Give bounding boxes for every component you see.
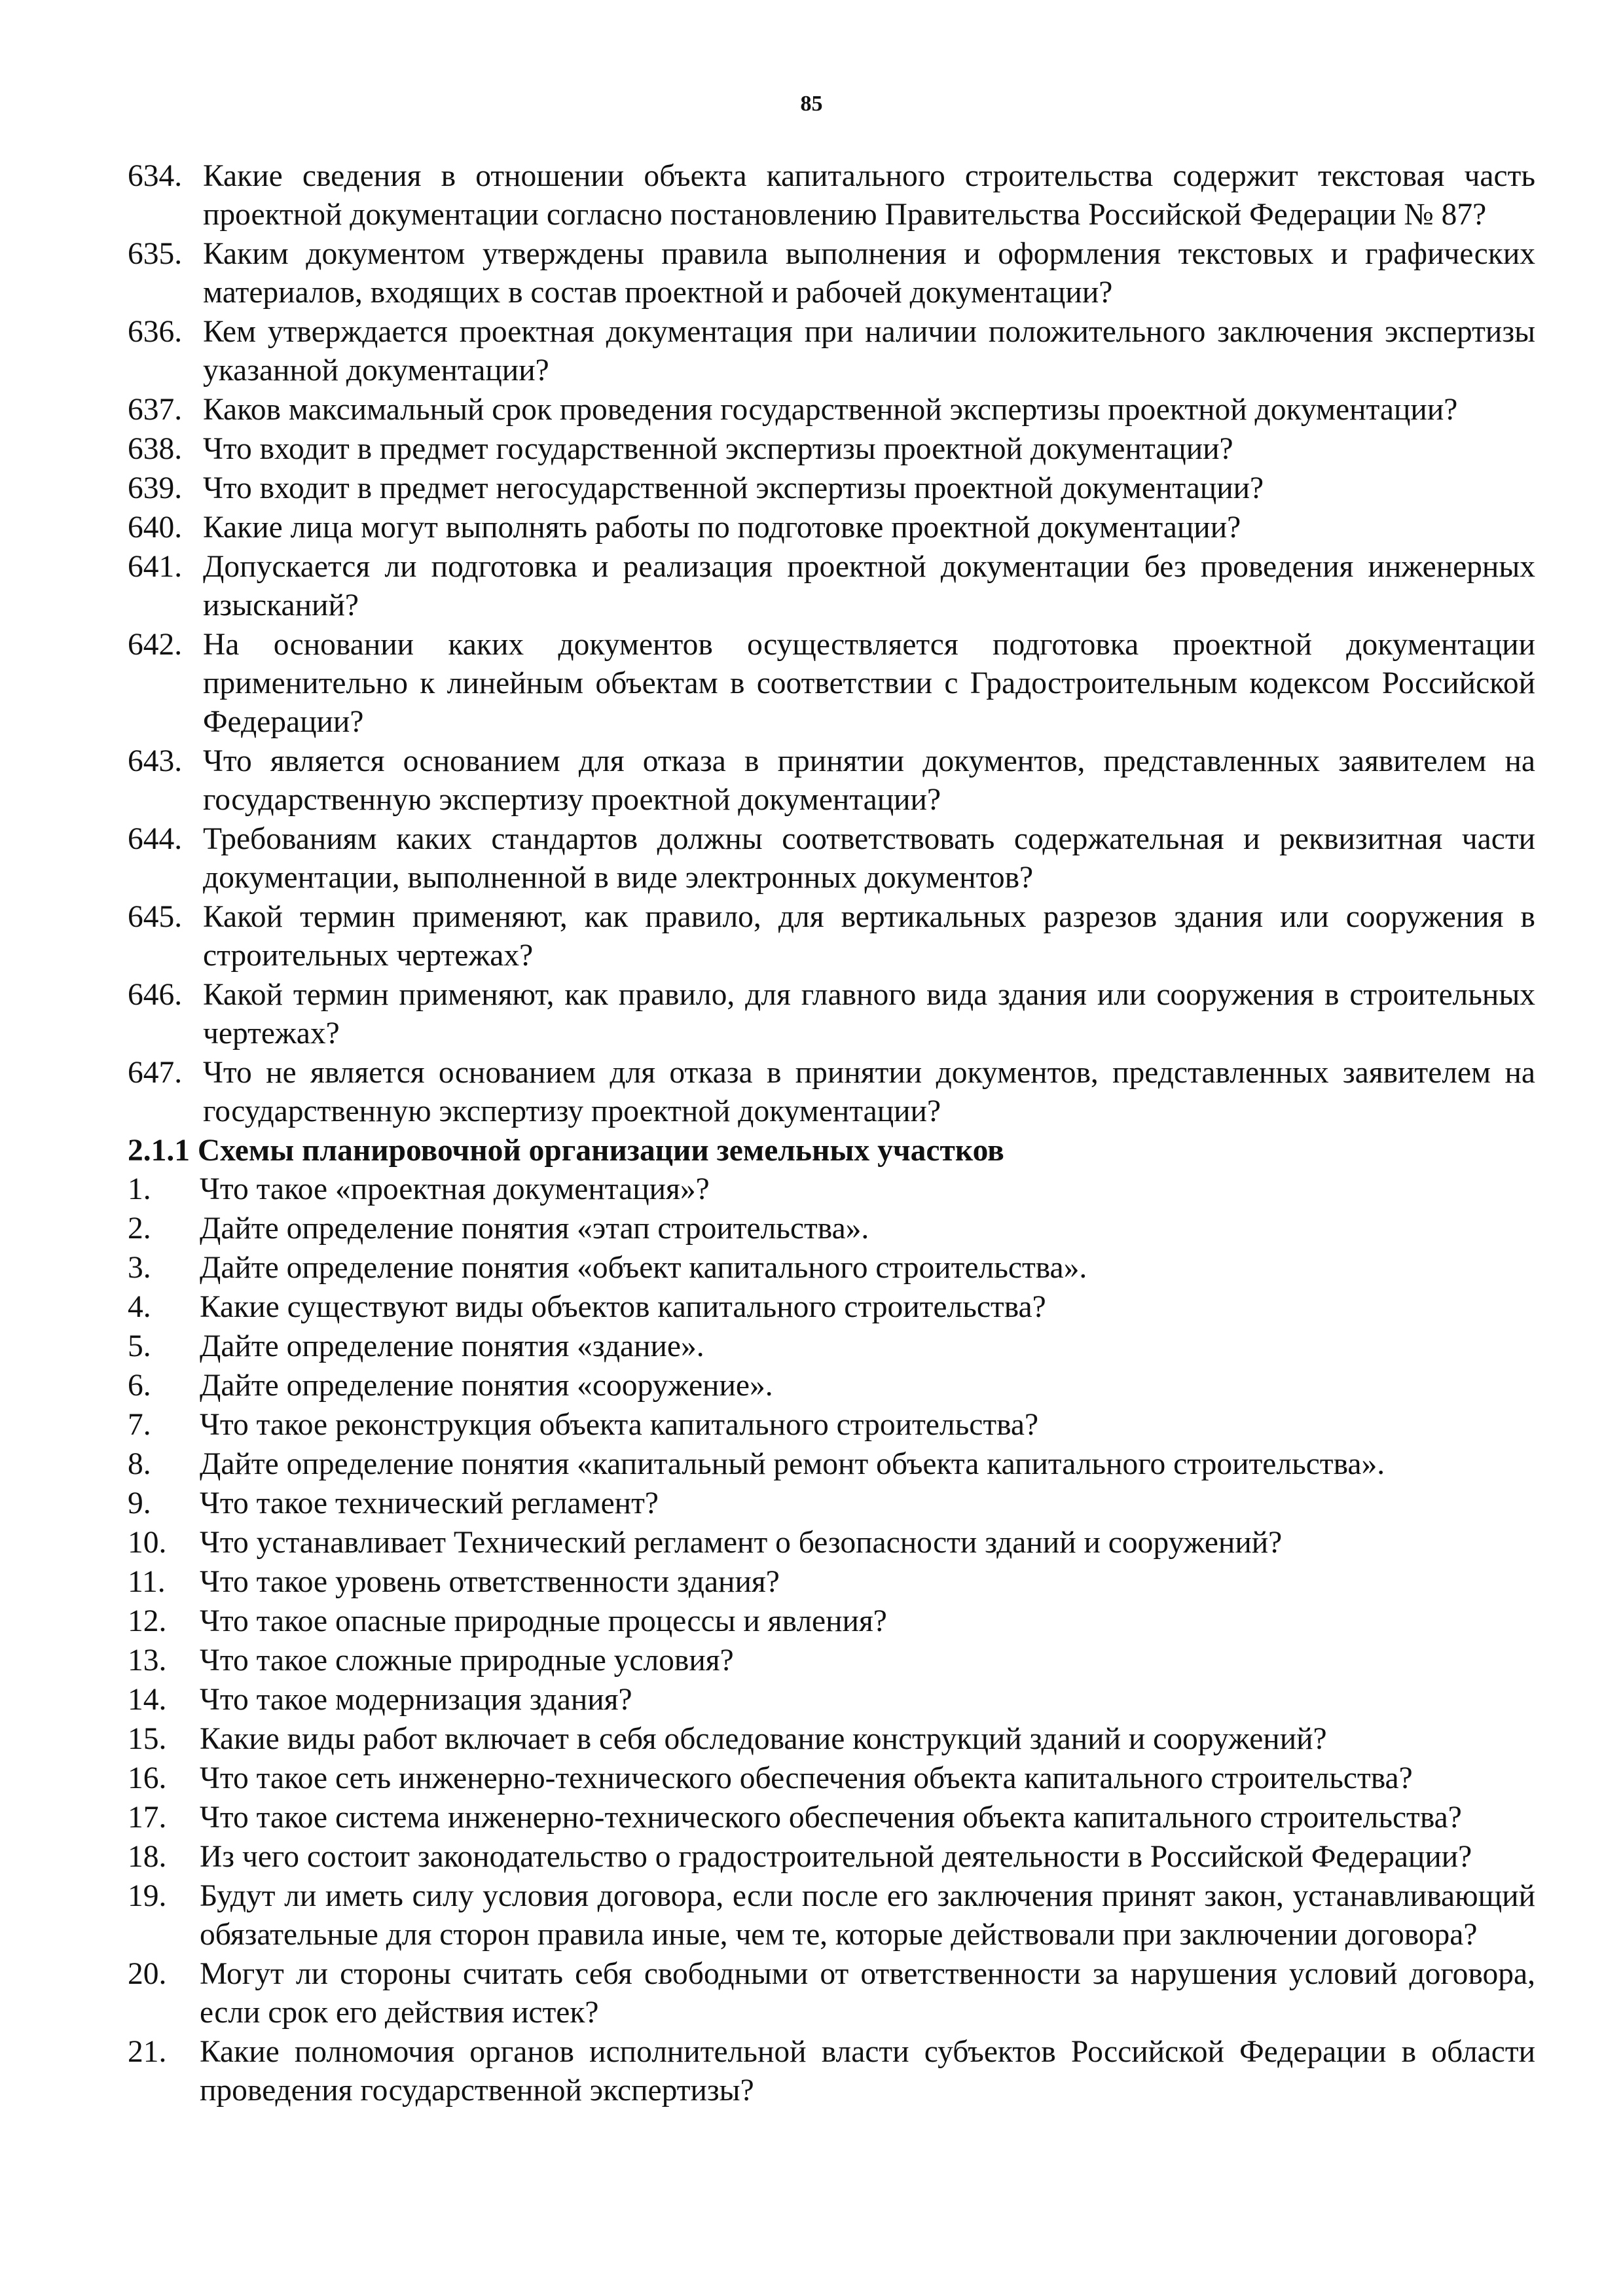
question-number: 4. — [128, 1290, 151, 1324]
question-item — [128, 1681, 1535, 1719]
question-number: 635. — [128, 237, 183, 271]
question-text: Что входит в предмет негосударственной экспертизы проектной документации? — [203, 471, 1264, 505]
question-text: Что не является основанием для отказа в принятии документов, представленных заявителем на государственную экспертизу проектной документации? — [203, 1056, 1535, 1128]
question-number: 641. — [128, 550, 183, 584]
question-item — [128, 976, 1535, 1053]
question-number: 644. — [128, 822, 183, 856]
question-number: 2. — [128, 1211, 151, 1246]
question-text: Кем утверждается проектная документация при наличии положительного заключения экспертизы указанной документации? — [203, 315, 1535, 387]
question-item — [128, 1327, 1535, 1366]
question-item — [128, 235, 1535, 312]
question-number: 637. — [128, 393, 183, 427]
question-number: 634. — [128, 159, 183, 193]
question-item — [128, 820, 1535, 897]
question-item — [128, 430, 1535, 469]
question-item — [128, 391, 1535, 429]
question-list-part1 — [128, 157, 1535, 1131]
question-text: Что такое уровень ответственности здания? — [200, 1565, 780, 1599]
question-number: 643. — [128, 744, 183, 778]
question-item — [128, 1720, 1535, 1759]
question-item — [128, 469, 1535, 508]
question-text: Какой термин применяют, как правило, для вертикальных разрезов здания или сооружения в строительных чертежах? — [203, 900, 1535, 973]
question-text: Допускается ли подготовка и реализация проектной документации без проведения инженерных изысканий? — [203, 550, 1535, 622]
question-item — [128, 742, 1535, 819]
question-item — [128, 1170, 1535, 1209]
question-number: 645. — [128, 900, 183, 934]
question-number: 8. — [128, 1447, 151, 1481]
question-number: 639. — [128, 471, 183, 505]
question-item — [128, 1641, 1535, 1680]
question-item — [128, 2033, 1535, 2110]
question-text: Будут ли иметь силу условия договора, если после его заключения принят закон, устанавливающий обязательные для сторон правила иные, чем те, которые действовали при заключении договора? — [200, 1879, 1535, 1952]
question-text: Что такое опасные природные процессы и явления? — [200, 1604, 887, 1638]
question-number: 15. — [128, 1722, 167, 1756]
question-list — [128, 157, 1535, 2111]
question-text: Что устанавливает Технический регламент о безопасности зданий и сооружений? — [200, 1526, 1283, 1560]
question-item — [128, 1406, 1535, 1444]
question-text: Что такое модернизация здания? — [200, 1683, 632, 1717]
question-text: Что такое технический регламент? — [200, 1486, 659, 1520]
question-number: 18. — [128, 1840, 167, 1874]
question-item — [128, 1838, 1535, 1876]
question-text: Какие сведения в отношении объекта капитального строительства содержит текстовая часть проектной документации согласно постановлению Правительства Российской Федерации № 87? — [203, 159, 1535, 232]
question-text: Каким документом утверждены правила выполнения и оформления текстовых и графических материалов, входящих в состав проектной и рабочей документации? — [203, 237, 1535, 310]
question-item — [128, 1288, 1535, 1327]
question-item — [128, 1799, 1535, 1837]
question-number: 14. — [128, 1683, 167, 1717]
question-number: 16. — [128, 1761, 167, 1795]
question-list-part2 — [128, 1170, 1535, 2110]
question-number: 11. — [128, 1565, 166, 1599]
question-item — [128, 1955, 1535, 2032]
question-text: Что такое реконструкция объекта капитального строительства? — [200, 1408, 1039, 1442]
question-text: Дайте определение понятия «этап строительства». — [200, 1211, 869, 1246]
question-item — [128, 548, 1535, 625]
question-item — [128, 1524, 1535, 1562]
question-item — [128, 1759, 1535, 1798]
question-item — [128, 1210, 1535, 1248]
question-text: На основании каких документов осуществляется подготовка проектной документации применительно к линейным объектам в соответствии с Градостроительным кодексом Российской Федерации? — [203, 628, 1535, 739]
question-text: Каков максимальный срок проведения государственной экспертизы проектной документации? — [203, 393, 1458, 427]
question-number: 647. — [128, 1056, 183, 1090]
question-text: Что входит в предмет государственной экспертизы проектной документации? — [203, 432, 1233, 466]
question-number: 19. — [128, 1879, 167, 1913]
question-item — [128, 1877, 1535, 1954]
question-number: 10. — [128, 1526, 167, 1560]
question-number: 12. — [128, 1604, 167, 1638]
question-text: Дайте определение понятия «объект капитального строительства». — [200, 1251, 1087, 1285]
question-item — [128, 1249, 1535, 1287]
question-text: Что такое сеть инженерно-технического обеспечения объекта капитального строительства? — [200, 1761, 1413, 1795]
question-text: Дайте определение понятия «капитальный ремонт объекта капитального строительства». — [200, 1447, 1385, 1481]
question-number: 5. — [128, 1329, 151, 1363]
question-text: Какие виды работ включает в себя обследование конструкций зданий и сооружений? — [200, 1722, 1327, 1756]
question-number: 9. — [128, 1486, 151, 1520]
question-text: Требованиям каких стандартов должны соответствовать содержательная и реквизитная части документации, выполненной в виде электронных документов? — [203, 822, 1535, 895]
question-number: 642. — [128, 628, 183, 662]
question-item — [128, 313, 1535, 390]
question-text: Какой термин применяют, как правило, для главного вида здания или сооружения в строительных чертежах? — [203, 978, 1535, 1050]
section-heading: 2.1.1 Схемы планировочной организации земельных участков — [128, 1134, 1004, 1168]
question-item — [128, 509, 1535, 547]
question-number: 638. — [128, 432, 183, 466]
question-number: 20. — [128, 1957, 167, 1991]
question-item — [128, 1445, 1535, 1484]
question-text: Дайте определение понятия «сооружение». — [200, 1369, 773, 1403]
question-number: 1. — [128, 1172, 151, 1206]
question-text: Что такое система инженерно-технического обеспечения объекта капитального строительства? — [200, 1801, 1462, 1835]
question-number: 21. — [128, 2035, 167, 2069]
question-text: Что такое сложные природные условия? — [200, 1643, 734, 1677]
question-text: Дайте определение понятия «здание». — [200, 1329, 704, 1363]
question-item — [128, 1367, 1535, 1405]
question-number: 6. — [128, 1369, 151, 1403]
question-text: Какие полномочия органов исполнительной власти субъектов Российской Федерации в области проведения государственной экспертизы? — [200, 2035, 1535, 2108]
question-number: 7. — [128, 1408, 151, 1442]
question-item — [128, 157, 1535, 234]
question-item — [128, 1054, 1535, 1131]
question-text: Из чего состоит законодательство о градостроительной деятельности в Российской Федерации? — [200, 1840, 1472, 1874]
question-number: 640. — [128, 511, 183, 545]
question-item — [128, 1484, 1535, 1523]
question-text: Что является основанием для отказа в принятии документов, представленных заявителем на государственную экспертизу проектной документации? — [203, 744, 1535, 817]
question-text: Какие существуют виды объектов капитального строительства? — [200, 1290, 1046, 1324]
page-number: 85 — [800, 92, 823, 116]
question-text: Что такое «проектная документация»? — [200, 1172, 710, 1206]
question-item — [128, 1563, 1535, 1602]
question-number: 636. — [128, 315, 183, 349]
question-text: Какие лица могут выполнять работы по подготовке проектной документации? — [203, 511, 1241, 545]
question-number: 13. — [128, 1643, 167, 1677]
question-number: 3. — [128, 1251, 151, 1285]
question-item — [128, 1602, 1535, 1641]
question-number: 17. — [128, 1801, 167, 1835]
question-text: Могут ли стороны считать себя свободными от ответственности за нарушения условий договора, если срок его действия истек? — [200, 1957, 1535, 2030]
question-item — [128, 626, 1535, 742]
question-number: 646. — [128, 978, 183, 1012]
question-item — [128, 898, 1535, 975]
